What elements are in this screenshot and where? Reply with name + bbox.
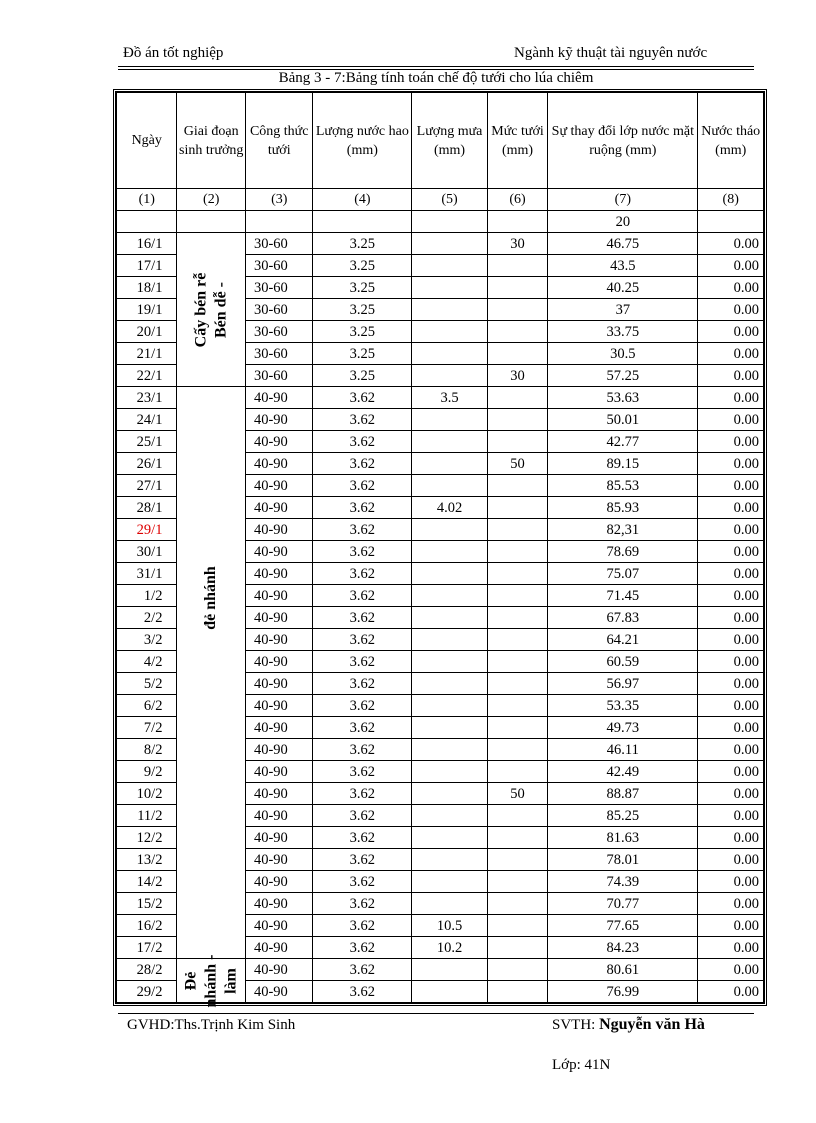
drain-cell: 0.00 <box>698 959 764 981</box>
formula-cell: 30-60 <box>245 233 313 255</box>
stage-cell <box>177 233 246 387</box>
rain-cell <box>412 321 488 343</box>
layer-cell: 40.25 <box>548 277 698 299</box>
rain-cell <box>412 453 488 475</box>
irrigation-cell <box>487 673 547 695</box>
stage-cell <box>177 387 246 959</box>
irrigation-table <box>113 89 767 1006</box>
loss-cell: 3.62 <box>313 453 412 475</box>
loss-cell: 3.62 <box>313 431 412 453</box>
loss-cell: 3.62 <box>313 871 412 893</box>
layer-cell: 46.11 <box>548 739 698 761</box>
drain-cell: 0.00 <box>698 277 764 299</box>
formula-cell: 40-90 <box>245 497 313 519</box>
formula-cell: 40-90 <box>245 629 313 651</box>
irrigation-cell <box>487 321 547 343</box>
column-index: (2) <box>177 189 246 211</box>
loss-cell: 3.62 <box>313 915 412 937</box>
rain-cell <box>412 959 488 981</box>
layer-cell: 43.5 <box>548 255 698 277</box>
formula-cell: 40-90 <box>245 673 313 695</box>
initial-row <box>117 211 764 233</box>
rain-cell <box>412 827 488 849</box>
loss-cell: 3.62 <box>313 893 412 915</box>
loss-cell: 3.62 <box>313 761 412 783</box>
rain-cell <box>412 475 488 497</box>
formula-cell: 40-90 <box>245 893 313 915</box>
formula-cell: 40-90 <box>245 409 313 431</box>
layer-cell: 75.07 <box>548 563 698 585</box>
loss-cell: 3.62 <box>313 475 412 497</box>
drain-cell: 0.00 <box>698 783 764 805</box>
rain-cell <box>412 409 488 431</box>
irrigation-cell <box>487 981 547 1003</box>
day-cell: 4/2 <box>117 651 177 673</box>
stage-label-line: nhánh - <box>202 954 220 1007</box>
column-index: (4) <box>313 189 412 211</box>
drain-cell: 0.00 <box>698 937 764 959</box>
loss-cell: 3.62 <box>313 651 412 673</box>
irrigation-cell <box>487 959 547 981</box>
rain-cell <box>412 717 488 739</box>
day-cell: 16/2 <box>117 915 177 937</box>
day-cell: 30/1 <box>117 541 177 563</box>
day-cell: 5/2 <box>117 673 177 695</box>
rain-cell <box>412 607 488 629</box>
irrigation-cell <box>487 563 547 585</box>
rain-cell <box>412 871 488 893</box>
stage-label <box>181 954 241 1007</box>
loss-cell: 3.62 <box>313 497 412 519</box>
day-cell: 20/1 <box>117 321 177 343</box>
day-cell: 2/2 <box>117 607 177 629</box>
day-cell: 3/2 <box>117 629 177 651</box>
formula-cell: 30-60 <box>245 277 313 299</box>
irrigation-cell <box>487 299 547 321</box>
student <box>552 1016 705 1034</box>
day-cell: 21/1 <box>117 343 177 365</box>
layer-cell: 56.97 <box>548 673 698 695</box>
formula-cell: 40-90 <box>245 805 313 827</box>
formula-cell: 40-90 <box>245 563 313 585</box>
student-label: SVTH: <box>552 1017 596 1033</box>
column-index-row <box>117 189 764 211</box>
irrigation-cell <box>487 915 547 937</box>
layer-cell: 37 <box>548 299 698 321</box>
day-cell: 22/1 <box>117 365 177 387</box>
formula-cell: 40-90 <box>245 959 313 981</box>
loss-cell: 3.62 <box>313 409 412 431</box>
irrigation-cell: 50 <box>487 453 547 475</box>
drain-cell: 0.00 <box>698 673 764 695</box>
layer-cell: 33.75 <box>548 321 698 343</box>
rain-cell: 4.02 <box>412 497 488 519</box>
formula-cell: 40-90 <box>245 849 313 871</box>
drain-cell: 0.00 <box>698 651 764 673</box>
irrigation-cell <box>487 871 547 893</box>
layer-cell: 80.61 <box>548 959 698 981</box>
layer-cell: 46.75 <box>548 233 698 255</box>
layer-cell: 49.73 <box>548 717 698 739</box>
drain-cell: 0.00 <box>698 431 764 453</box>
loss-cell: 3.62 <box>313 629 412 651</box>
irrigation-cell: 50 <box>487 783 547 805</box>
layer-cell: 76.99 <box>548 981 698 1003</box>
formula-cell: 40-90 <box>245 585 313 607</box>
formula-cell: 40-90 <box>245 651 313 673</box>
drain-cell: 0.00 <box>698 519 764 541</box>
irrigation-cell <box>487 893 547 915</box>
rain-cell <box>412 277 488 299</box>
stage-cell <box>177 954 246 1007</box>
loss-cell: 3.62 <box>313 607 412 629</box>
layer-cell: 78.01 <box>548 849 698 871</box>
rain-cell: 10.2 <box>412 937 488 959</box>
stage-label-line: làm <box>222 967 240 994</box>
day-cell: 15/2 <box>117 893 177 915</box>
rain-cell <box>412 255 488 277</box>
formula-cell: 40-90 <box>245 519 313 541</box>
irrigation-cell: 30 <box>487 365 547 387</box>
drain-cell: 0.00 <box>698 607 764 629</box>
header-rule <box>118 66 754 67</box>
layer-cell: 57.25 <box>548 365 698 387</box>
drain-cell: 0.00 <box>698 541 764 563</box>
loss-cell: 3.62 <box>313 783 412 805</box>
day-cell: 9/2 <box>117 761 177 783</box>
formula-cell: 30-60 <box>245 321 313 343</box>
layer-cell: 42.77 <box>548 431 698 453</box>
drain-cell: 0.00 <box>698 453 764 475</box>
loss-cell: 3.62 <box>313 695 412 717</box>
layer-cell: 85.53 <box>548 475 698 497</box>
rain-cell <box>412 673 488 695</box>
rain-cell <box>412 563 488 585</box>
column-header: Lượng mưa (mm) <box>412 93 488 189</box>
rain-cell <box>412 761 488 783</box>
drain-cell: 0.00 <box>698 585 764 607</box>
loss-cell: 3.62 <box>313 541 412 563</box>
rain-cell <box>412 299 488 321</box>
day-cell: 26/1 <box>117 453 177 475</box>
layer-cell: 50.01 <box>548 409 698 431</box>
formula-cell: 40-90 <box>245 761 313 783</box>
day-cell: 19/1 <box>117 299 177 321</box>
stage-label <box>191 272 231 347</box>
drain-cell: 0.00 <box>698 255 764 277</box>
rain-cell <box>412 981 488 1003</box>
stage-label-line: Bén dễ - <box>212 281 230 338</box>
drain-cell: 0.00 <box>698 695 764 717</box>
loss-cell: 3.62 <box>313 827 412 849</box>
drain-cell: 0.00 <box>698 497 764 519</box>
day-cell: 1/2 <box>117 585 177 607</box>
irrigation-cell <box>487 937 547 959</box>
loss-cell: 3.25 <box>313 299 412 321</box>
column-index: (1) <box>117 189 177 211</box>
irrigation-cell <box>487 541 547 563</box>
irrigation-cell <box>487 475 547 497</box>
layer-cell: 64.21 <box>548 629 698 651</box>
loss-cell: 3.62 <box>313 937 412 959</box>
layer-cell: 84.23 <box>548 937 698 959</box>
column-header: Ngày <box>117 93 177 189</box>
loss-cell: 3.62 <box>313 805 412 827</box>
irrigation-cell <box>487 431 547 453</box>
irrigation-cell <box>487 827 547 849</box>
rain-cell <box>412 805 488 827</box>
irrigation-cell <box>487 805 547 827</box>
rain-cell <box>412 695 488 717</box>
stage-label-line: đẻ nhánh <box>202 566 220 631</box>
drain-cell: 0.00 <box>698 739 764 761</box>
drain-cell: 0.00 <box>698 849 764 871</box>
loss-cell: 3.25 <box>313 255 412 277</box>
layer-cell: 74.39 <box>548 871 698 893</box>
advisor: GVHD:Ths.Trịnh Kim Sinh <box>127 1017 296 1033</box>
layer-cell: 85.25 <box>548 805 698 827</box>
table-row <box>117 387 764 409</box>
irrigation-cell <box>487 255 547 277</box>
column-header: Lượng nước hao (mm) <box>313 93 412 189</box>
student-name: Nguyễn văn Hà <box>599 1016 705 1033</box>
layer-cell: 88.87 <box>548 783 698 805</box>
irrigation-cell <box>487 607 547 629</box>
stage-label-line: Cấy bén rễ <box>192 272 210 347</box>
layer-cell: 42.49 <box>548 761 698 783</box>
day-cell: 31/1 <box>117 563 177 585</box>
column-index: (7) <box>548 189 698 211</box>
drain-cell: 0.00 <box>698 387 764 409</box>
rain-cell: 3.5 <box>412 387 488 409</box>
layer-cell: 67.83 <box>548 607 698 629</box>
column-header: Công thức tưới <box>245 93 313 189</box>
drain-cell: 0.00 <box>698 475 764 497</box>
irrigation-cell <box>487 585 547 607</box>
loss-cell: 3.62 <box>313 717 412 739</box>
irrigation-cell <box>487 497 547 519</box>
layer-cell: 81.63 <box>548 827 698 849</box>
day-cell: 11/2 <box>117 805 177 827</box>
formula-cell: 40-90 <box>245 717 313 739</box>
drain-cell: 0.00 <box>698 893 764 915</box>
day-cell: 6/2 <box>117 695 177 717</box>
column-header: Sự thay đổi lớp nước mặt ruộng (mm) <box>548 93 698 189</box>
formula-cell: 40-90 <box>245 739 313 761</box>
drain-cell: 0.00 <box>698 915 764 937</box>
rain-cell <box>412 629 488 651</box>
drain-cell: 0.00 <box>698 299 764 321</box>
irrigation-cell <box>487 629 547 651</box>
day-cell: 7/2 <box>117 717 177 739</box>
drain-cell: 0.00 <box>698 629 764 651</box>
irrigation-cell <box>487 277 547 299</box>
formula-cell: 40-90 <box>245 475 313 497</box>
day-cell: 8/2 <box>117 739 177 761</box>
day-cell: 14/2 <box>117 871 177 893</box>
loss-cell: 3.25 <box>313 365 412 387</box>
layer-cell: 53.35 <box>548 695 698 717</box>
rain-cell <box>412 893 488 915</box>
drain-cell: 0.00 <box>698 761 764 783</box>
rain-cell <box>412 585 488 607</box>
loss-cell: 3.62 <box>313 739 412 761</box>
column-header: Mức tưới (mm) <box>487 93 547 189</box>
formula-cell: 30-60 <box>245 365 313 387</box>
layer-cell: 82,31 <box>548 519 698 541</box>
column-index: (6) <box>487 189 547 211</box>
day-cell: 23/1 <box>117 387 177 409</box>
column-header: Nước tháo (mm) <box>698 93 764 189</box>
rain-cell <box>412 233 488 255</box>
formula-cell: 40-90 <box>245 453 313 475</box>
layer-cell: 60.59 <box>548 651 698 673</box>
day-cell: 13/2 <box>117 849 177 871</box>
formula-cell: 40-90 <box>245 871 313 893</box>
layer-cell: 53.63 <box>548 387 698 409</box>
day-cell: 28/1 <box>117 497 177 519</box>
day-cell: 29/2 <box>117 981 177 1003</box>
layer-cell: 89.15 <box>548 453 698 475</box>
irrigation-cell <box>487 695 547 717</box>
loss-cell: 3.25 <box>313 321 412 343</box>
rain-cell <box>412 343 488 365</box>
formula-cell: 40-90 <box>245 783 313 805</box>
irrigation-cell <box>487 343 547 365</box>
column-index: (5) <box>412 189 488 211</box>
layer-cell: 77.65 <box>548 915 698 937</box>
day-cell: 18/1 <box>117 277 177 299</box>
column-index: (8) <box>698 189 764 211</box>
table-row <box>117 233 764 255</box>
formula-cell: 30-60 <box>245 343 313 365</box>
irrigation-cell <box>487 739 547 761</box>
loss-cell: 3.62 <box>313 585 412 607</box>
column-index: (3) <box>245 189 313 211</box>
drain-cell: 0.00 <box>698 717 764 739</box>
header-right: Ngành kỹ thuật tài nguyên nước <box>514 45 708 61</box>
formula-cell: 40-90 <box>245 915 313 937</box>
day-cell: 24/1 <box>117 409 177 431</box>
rain-cell <box>412 519 488 541</box>
loss-cell: 3.25 <box>313 233 412 255</box>
stage-label-line: Đẻ <box>182 971 200 990</box>
class-label: Lớp: 41N <box>552 1057 611 1073</box>
table-row <box>117 959 764 981</box>
loss-cell: 3.62 <box>313 519 412 541</box>
formula-cell: 30-60 <box>245 255 313 277</box>
rain-cell <box>412 651 488 673</box>
irrigation-cell <box>487 849 547 871</box>
irrigation-cell: 30 <box>487 233 547 255</box>
rain-cell <box>412 739 488 761</box>
drain-cell: 0.00 <box>698 343 764 365</box>
drain-cell: 0.00 <box>698 981 764 1003</box>
day-cell: 29/1 <box>117 519 177 541</box>
day-cell: 27/1 <box>117 475 177 497</box>
layer-cell: 70.77 <box>548 893 698 915</box>
irrigation-cell <box>487 651 547 673</box>
day-cell: 17/2 <box>117 937 177 959</box>
loss-cell: 3.62 <box>313 959 412 981</box>
formula-cell: 40-90 <box>245 827 313 849</box>
day-cell: 25/1 <box>117 431 177 453</box>
column-header: Giai đoạn sinh trưởng <box>177 93 246 189</box>
rain-cell <box>412 541 488 563</box>
drain-cell: 0.00 <box>698 563 764 585</box>
layer-cell: 71.45 <box>548 585 698 607</box>
day-cell: 16/1 <box>117 233 177 255</box>
drain-cell: 0.00 <box>698 321 764 343</box>
initial-layer: 20 <box>548 211 698 233</box>
formula-cell: 40-90 <box>245 937 313 959</box>
irrigation-cell <box>487 717 547 739</box>
header-left: Đồ án tốt nghiệp <box>123 45 224 61</box>
loss-cell: 3.25 <box>313 277 412 299</box>
layer-cell: 30.5 <box>548 343 698 365</box>
loss-cell: 3.25 <box>313 343 412 365</box>
formula-cell: 40-90 <box>245 541 313 563</box>
day-cell: 10/2 <box>117 783 177 805</box>
drain-cell: 0.00 <box>698 233 764 255</box>
day-cell: 17/1 <box>117 255 177 277</box>
loss-cell: 3.62 <box>313 387 412 409</box>
stage-label <box>201 566 221 630</box>
rain-cell <box>412 783 488 805</box>
formula-cell: 30-60 <box>245 299 313 321</box>
loss-cell: 3.62 <box>313 673 412 695</box>
formula-cell: 40-90 <box>245 387 313 409</box>
irrigation-cell <box>487 519 547 541</box>
irrigation-cell <box>487 409 547 431</box>
day-cell: 28/2 <box>117 959 177 981</box>
drain-cell: 0.00 <box>698 805 764 827</box>
rain-cell <box>412 365 488 387</box>
footer-rule <box>118 1013 754 1014</box>
formula-cell: 40-90 <box>245 981 313 1003</box>
irrigation-cell <box>487 387 547 409</box>
formula-cell: 40-90 <box>245 695 313 717</box>
formula-cell: 40-90 <box>245 431 313 453</box>
drain-cell: 0.00 <box>698 827 764 849</box>
layer-cell: 85.93 <box>548 497 698 519</box>
column-header-row <box>117 93 764 189</box>
irrigation-cell <box>487 761 547 783</box>
rain-cell <box>412 849 488 871</box>
loss-cell: 3.62 <box>313 981 412 1003</box>
layer-cell: 78.69 <box>548 541 698 563</box>
loss-cell: 3.62 <box>313 849 412 871</box>
table-caption: Bảng 3 - 7:Bảng tính toán chế độ tưới cho lúa chiêm <box>278 70 594 86</box>
formula-cell: 40-90 <box>245 607 313 629</box>
drain-cell: 0.00 <box>698 409 764 431</box>
drain-cell: 0.00 <box>698 365 764 387</box>
rain-cell: 10.5 <box>412 915 488 937</box>
loss-cell: 3.62 <box>313 563 412 585</box>
day-cell: 12/2 <box>117 827 177 849</box>
drain-cell: 0.00 <box>698 871 764 893</box>
rain-cell <box>412 431 488 453</box>
